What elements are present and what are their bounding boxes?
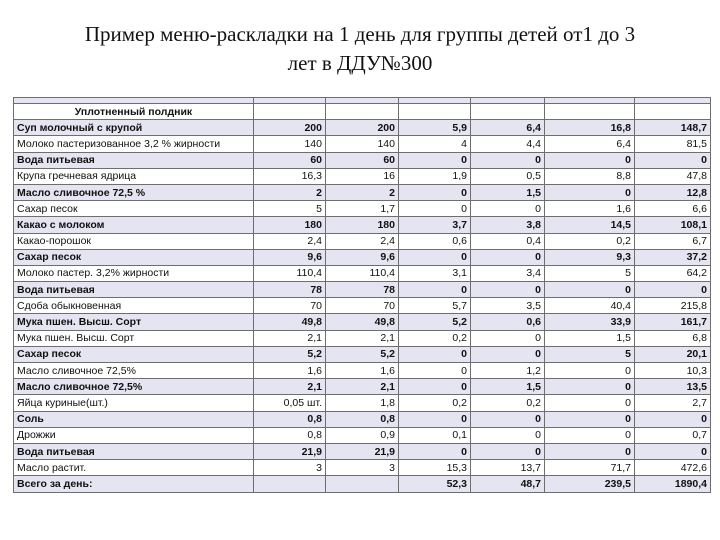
product-name-cell: Яйца куриные(шт.)	[14, 395, 254, 411]
section-header-row	[14, 104, 711, 120]
value-cell: 6,6	[635, 201, 711, 217]
value-cell: 0,9	[326, 427, 399, 443]
menu-table	[13, 97, 711, 493]
value-cell: 148,7	[635, 120, 711, 136]
product-name-cell: Вода питьевая	[14, 443, 254, 459]
value-cell: 1,6	[326, 363, 399, 379]
product-name-cell: Какао-порошок	[14, 233, 254, 249]
table-row	[14, 330, 711, 346]
value-cell: 15,3	[399, 460, 471, 476]
value-cell: 2,4	[254, 233, 326, 249]
value-cell: 1,7	[326, 201, 399, 217]
table-row	[14, 120, 711, 136]
value-cell: 2	[326, 184, 399, 200]
table-row	[14, 265, 711, 281]
value-cell: 110,4	[254, 265, 326, 281]
product-name-cell: Соль	[14, 411, 254, 427]
value-cell: 0	[471, 443, 545, 459]
value-cell: 1,5	[545, 330, 635, 346]
value-cell: 0,8	[254, 427, 326, 443]
value-cell: 1,5	[471, 379, 545, 395]
value-cell: 0,2	[545, 233, 635, 249]
value-cell: 60	[326, 152, 399, 168]
product-name-cell: Сахар песок	[14, 249, 254, 265]
table-row	[14, 152, 711, 168]
product-name-cell: Молоко пастер. 3,2% жирности	[14, 265, 254, 281]
value-cell: 0	[635, 282, 711, 298]
value-cell: 2,1	[254, 379, 326, 395]
product-name-cell: Сдоба обыкновенная	[14, 298, 254, 314]
product-name-cell: Вода питьевая	[14, 282, 254, 298]
table-row	[14, 427, 711, 443]
value-cell: 0	[471, 201, 545, 217]
value-cell: 0	[399, 411, 471, 427]
value-cell: 1,2	[471, 363, 545, 379]
value-cell: 6,7	[635, 233, 711, 249]
value-cell: 2,1	[326, 330, 399, 346]
product-name-cell: Мука пшен. Высш. Сорт	[14, 330, 254, 346]
value-cell: 0	[399, 282, 471, 298]
value-cell: 49,8	[326, 314, 399, 330]
table-row	[14, 460, 711, 476]
value-cell: 0,8	[326, 411, 399, 427]
value-cell: 0	[545, 395, 635, 411]
value-cell: 2,7	[635, 395, 711, 411]
product-name-cell: Всего за день:	[14, 476, 254, 492]
value-cell: 3	[326, 460, 399, 476]
value-cell: 9,6	[326, 249, 399, 265]
value-cell: 60	[254, 152, 326, 168]
table-row	[14, 249, 711, 265]
value-cell: 13,7	[471, 460, 545, 476]
value-cell: 2,1	[254, 330, 326, 346]
value-cell: 8,8	[545, 168, 635, 184]
value-cell: 1890,4	[635, 476, 711, 492]
value-cell: 3,5	[471, 298, 545, 314]
table-row	[14, 168, 711, 184]
table-row	[14, 346, 711, 362]
value-cell: 1,8	[326, 395, 399, 411]
value-cell: 108,1	[635, 217, 711, 233]
value-cell: 5	[254, 201, 326, 217]
value-cell: 215,8	[635, 298, 711, 314]
value-cell: 0	[635, 411, 711, 427]
value-cell	[254, 476, 326, 492]
value-cell: 21,9	[254, 443, 326, 459]
value-cell: 239,5	[545, 476, 635, 492]
value-cell: 9,3	[545, 249, 635, 265]
value-cell: 5,2	[326, 346, 399, 362]
value-cell: 0,2	[399, 395, 471, 411]
value-cell: 0	[545, 152, 635, 168]
value-cell: 0,1	[399, 427, 471, 443]
value-cell: 70	[326, 298, 399, 314]
value-cell: 5	[545, 346, 635, 362]
product-name-cell: Масло сливочное 72,5%	[14, 363, 254, 379]
table-row	[14, 379, 711, 395]
value-cell: 0	[545, 427, 635, 443]
product-name-cell: Масло сливочное 72,5 %	[14, 184, 254, 200]
slide-title-line-1: Пример меню-раскладки на 1 день для группы детей от1 до 3	[84, 22, 636, 46]
value-cell: 3,4	[471, 265, 545, 281]
value-cell: 3,7	[399, 217, 471, 233]
value-cell: 0	[471, 330, 545, 346]
value-cell: 13,5	[635, 379, 711, 395]
table-row	[14, 443, 711, 459]
value-cell: 5,2	[254, 346, 326, 362]
value-cell: 21,9	[326, 443, 399, 459]
value-cell: 0	[545, 379, 635, 395]
value-cell: 0	[635, 152, 711, 168]
value-cell: 14,5	[545, 217, 635, 233]
value-cell: 0	[471, 249, 545, 265]
value-cell: 200	[254, 120, 326, 136]
value-cell: 4,4	[471, 136, 545, 152]
table-row	[14, 282, 711, 298]
value-cell: 0	[399, 346, 471, 362]
value-cell: 472,6	[635, 460, 711, 476]
value-cell: 5,7	[399, 298, 471, 314]
value-cell: 0,6	[399, 233, 471, 249]
value-cell: 0,4	[471, 233, 545, 249]
table-row	[14, 395, 711, 411]
value-cell: 200	[326, 120, 399, 136]
product-name-cell: Масло растит.	[14, 460, 254, 476]
value-cell: 161,7	[635, 314, 711, 330]
value-cell: 40,4	[545, 298, 635, 314]
value-cell: 0	[545, 363, 635, 379]
value-cell: 0	[635, 443, 711, 459]
value-cell: 0	[471, 152, 545, 168]
product-name-cell: Масло сливочное 72,5%	[14, 379, 254, 395]
value-cell: 0	[399, 443, 471, 459]
value-cell: 0	[399, 363, 471, 379]
value-cell: 0,2	[471, 395, 545, 411]
value-cell: 0	[399, 152, 471, 168]
value-cell: 78	[326, 282, 399, 298]
value-cell	[326, 476, 399, 492]
value-cell: 0,05 шт.	[254, 395, 326, 411]
value-cell: 81,5	[635, 136, 711, 152]
value-cell: 0	[399, 249, 471, 265]
section-title: Уплотненный полдник	[14, 104, 254, 120]
value-cell: 10,3	[635, 363, 711, 379]
slide-title-line-2: лет в ДДУ№300	[287, 51, 433, 75]
value-cell: 52,3	[399, 476, 471, 492]
value-cell: 0	[471, 282, 545, 298]
value-cell: 0	[545, 282, 635, 298]
value-cell: 0,7	[635, 427, 711, 443]
value-cell: 0,6	[471, 314, 545, 330]
value-cell: 16,8	[545, 120, 635, 136]
value-cell: 5	[545, 265, 635, 281]
value-cell: 3	[254, 460, 326, 476]
value-cell: 48,7	[471, 476, 545, 492]
value-cell: 2,4	[326, 233, 399, 249]
value-cell: 16,3	[254, 168, 326, 184]
table-row	[14, 411, 711, 427]
value-cell: 4	[399, 136, 471, 152]
value-cell: 180	[254, 217, 326, 233]
value-cell: 49,8	[254, 314, 326, 330]
table-row	[14, 363, 711, 379]
product-name-cell: Сахар песок	[14, 346, 254, 362]
value-cell: 6,4	[545, 136, 635, 152]
product-name-cell: Молоко пастеризованное 3,2 % жирности	[14, 136, 254, 152]
value-cell: 110,4	[326, 265, 399, 281]
value-cell: 64,2	[635, 265, 711, 281]
value-cell: 140	[326, 136, 399, 152]
value-cell: 1,5	[471, 184, 545, 200]
value-cell: 9,6	[254, 249, 326, 265]
table-row	[14, 184, 711, 200]
value-cell: 0	[545, 443, 635, 459]
table-row	[14, 233, 711, 249]
value-cell: 78	[254, 282, 326, 298]
table-row	[14, 476, 711, 492]
value-cell: 0	[545, 411, 635, 427]
value-cell: 5,9	[399, 120, 471, 136]
product-name-cell: Суп молочный с крупой	[14, 120, 254, 136]
product-name-cell: Какао с молоком	[14, 217, 254, 233]
value-cell: 1,6	[545, 201, 635, 217]
value-cell: 0	[545, 184, 635, 200]
value-cell: 0	[399, 184, 471, 200]
product-name-cell: Мука пшен. Высш. Сорт	[14, 314, 254, 330]
value-cell: 16	[326, 168, 399, 184]
value-cell: 6,4	[471, 120, 545, 136]
value-cell: 2	[254, 184, 326, 200]
value-cell: 12,8	[635, 184, 711, 200]
value-cell: 0,8	[254, 411, 326, 427]
value-cell: 1,6	[254, 363, 326, 379]
product-name-cell: Сахар песок	[14, 201, 254, 217]
product-name-cell: Крупа гречневая ядрица	[14, 168, 254, 184]
value-cell: 2,1	[326, 379, 399, 395]
value-cell: 140	[254, 136, 326, 152]
product-name-cell: Вода питьевая	[14, 152, 254, 168]
value-cell: 3,1	[399, 265, 471, 281]
value-cell: 6,8	[635, 330, 711, 346]
table-row	[14, 217, 711, 233]
value-cell: 0	[399, 379, 471, 395]
value-cell: 47,8	[635, 168, 711, 184]
table-row	[14, 314, 711, 330]
value-cell: 0	[399, 201, 471, 217]
value-cell: 71,7	[545, 460, 635, 476]
value-cell: 37,2	[635, 249, 711, 265]
value-cell: 0,2	[399, 330, 471, 346]
value-cell: 180	[326, 217, 399, 233]
value-cell: 0,5	[471, 168, 545, 184]
table-row	[14, 298, 711, 314]
table-row	[14, 201, 711, 217]
value-cell: 20,1	[635, 346, 711, 362]
value-cell: 70	[254, 298, 326, 314]
value-cell: 0	[471, 411, 545, 427]
value-cell: 0	[471, 427, 545, 443]
value-cell: 5,2	[399, 314, 471, 330]
product-name-cell: Дрожжи	[14, 427, 254, 443]
value-cell: 0	[471, 346, 545, 362]
value-cell: 33,9	[545, 314, 635, 330]
value-cell: 3,8	[471, 217, 545, 233]
table-row	[14, 136, 711, 152]
slide-title	[0, 20, 720, 78]
value-cell: 1,9	[399, 168, 471, 184]
